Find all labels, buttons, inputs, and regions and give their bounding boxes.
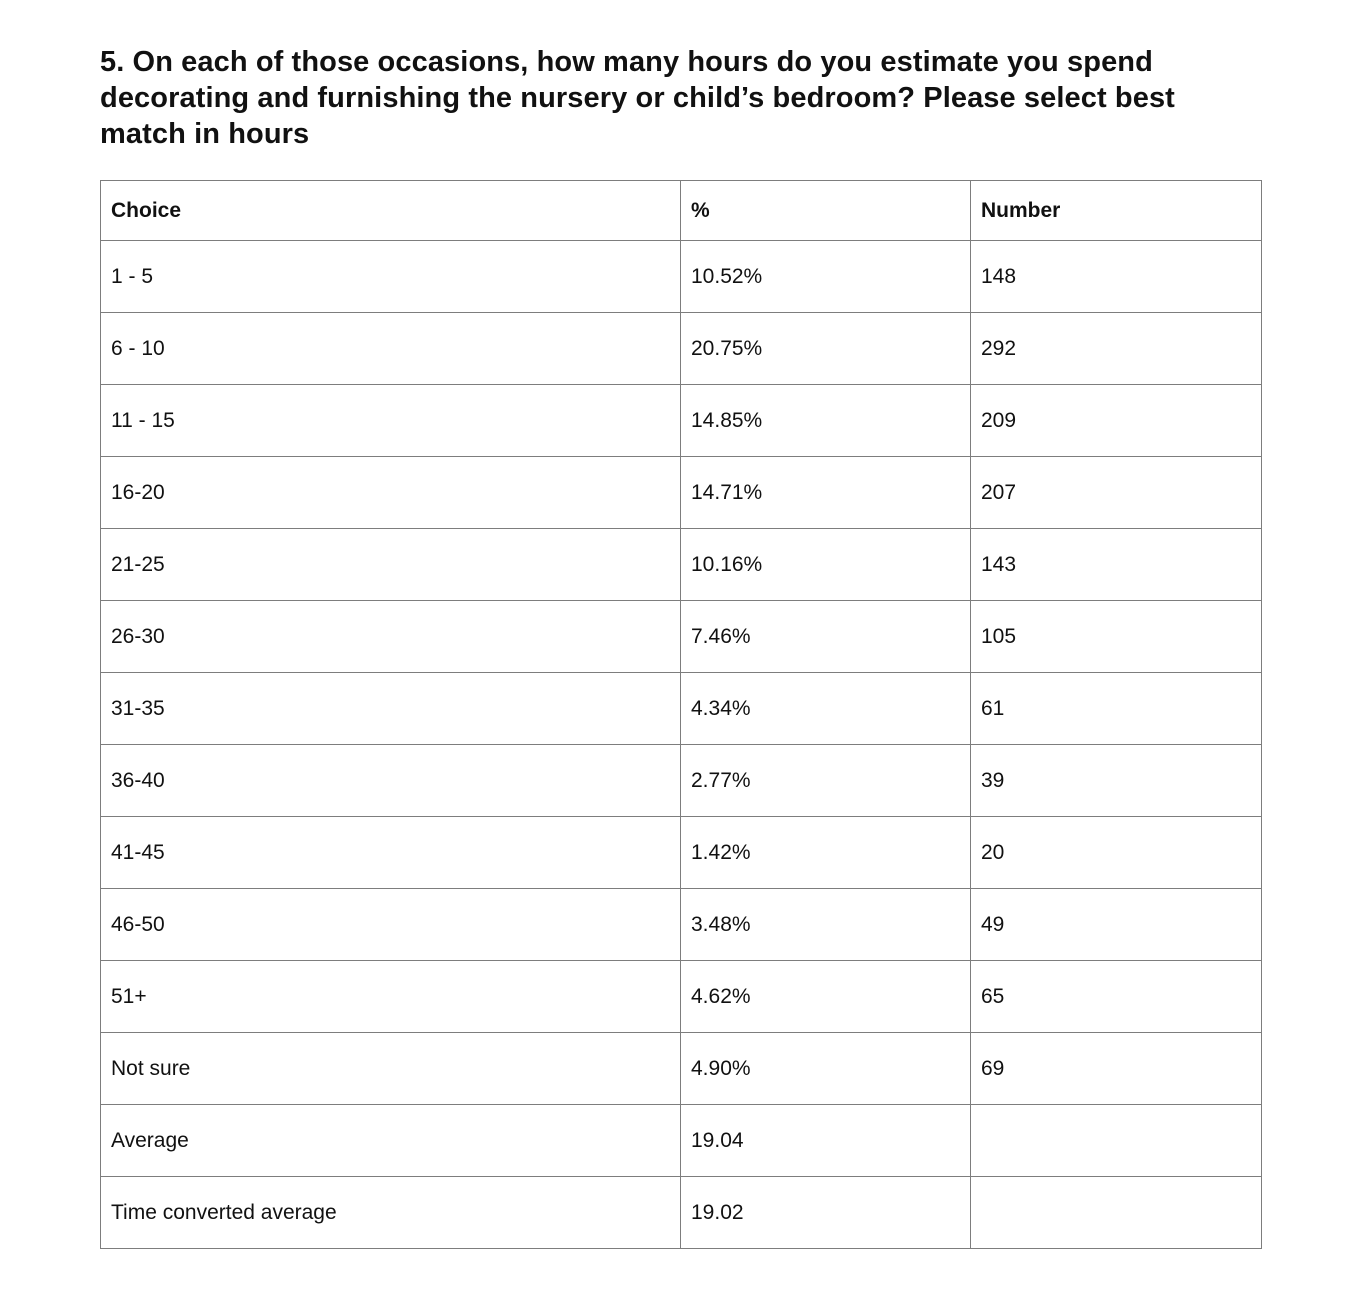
number-cell: 148 (971, 241, 1262, 313)
number-cell: 105 (971, 601, 1262, 673)
choice-cell: Not sure (101, 1033, 681, 1105)
choice-cell: 11 - 15 (101, 385, 681, 457)
choice-cell: 46-50 (101, 889, 681, 961)
average-value-cell: 19.04 (681, 1105, 971, 1177)
choice-cell: 36-40 (101, 745, 681, 817)
percent-cell: 10.52% (681, 241, 971, 313)
number-cell: 20 (971, 817, 1262, 889)
percent-cell: 14.71% (681, 457, 971, 529)
percent-cell: 7.46% (681, 601, 971, 673)
table-row (101, 673, 1262, 745)
percent-cell: 14.85% (681, 385, 971, 457)
table-row (101, 457, 1262, 529)
number-cell (971, 1177, 1262, 1249)
percent-cell: 2.77% (681, 745, 971, 817)
percent-cell: 1.42% (681, 817, 971, 889)
results-table (100, 180, 1262, 1249)
number-cell: 207 (971, 457, 1262, 529)
question-title: 5. On each of those occasions, how many hours do you estimate you spend decorating and furnishing the nursery or child’s bedroom? Please select best match in hours (100, 46, 1175, 150)
table-row (101, 601, 1262, 673)
table-row (101, 745, 1262, 817)
choice-cell: 21-25 (101, 529, 681, 601)
percent-cell: 4.62% (681, 961, 971, 1033)
percent-cell: 10.16% (681, 529, 971, 601)
table-row (101, 385, 1262, 457)
number-cell: 65 (971, 961, 1262, 1033)
number-cell: 61 (971, 673, 1262, 745)
choice-cell: Average (101, 1105, 681, 1177)
time-converted-average-value-cell: 19.02 (681, 1177, 971, 1249)
choice-cell: 16-20 (101, 457, 681, 529)
choice-cell: 1 - 5 (101, 241, 681, 313)
table-row-average (101, 1105, 1262, 1177)
column-header-number: Number (971, 181, 1262, 241)
table-row (101, 529, 1262, 601)
choice-cell: 41-45 (101, 817, 681, 889)
number-cell: 49 (971, 889, 1262, 961)
choice-cell: 31-35 (101, 673, 681, 745)
percent-cell: 3.48% (681, 889, 971, 961)
column-header-choice: Choice (101, 181, 681, 241)
table-row (101, 241, 1262, 313)
number-cell: 209 (971, 385, 1262, 457)
survey-page (100, 44, 1261, 1224)
number-cell: 143 (971, 529, 1262, 601)
table-row-time-converted-average (101, 1177, 1262, 1249)
table-row (101, 889, 1262, 961)
number-cell: 292 (971, 313, 1262, 385)
number-cell: 39 (971, 745, 1262, 817)
choice-cell: Time converted average (101, 1177, 681, 1249)
table-row (101, 313, 1262, 385)
percent-cell: 4.90% (681, 1033, 971, 1105)
table-header-row (101, 181, 1262, 241)
percent-cell: 20.75% (681, 313, 971, 385)
number-cell: 69 (971, 1033, 1262, 1105)
number-cell (971, 1105, 1262, 1177)
choice-cell: 51+ (101, 961, 681, 1033)
table-row (101, 961, 1262, 1033)
table-row (101, 817, 1262, 889)
choice-cell: 26-30 (101, 601, 681, 673)
column-header-percent: % (681, 181, 971, 241)
table-row (101, 1033, 1262, 1105)
percent-cell: 4.34% (681, 673, 971, 745)
choice-cell: 6 - 10 (101, 313, 681, 385)
